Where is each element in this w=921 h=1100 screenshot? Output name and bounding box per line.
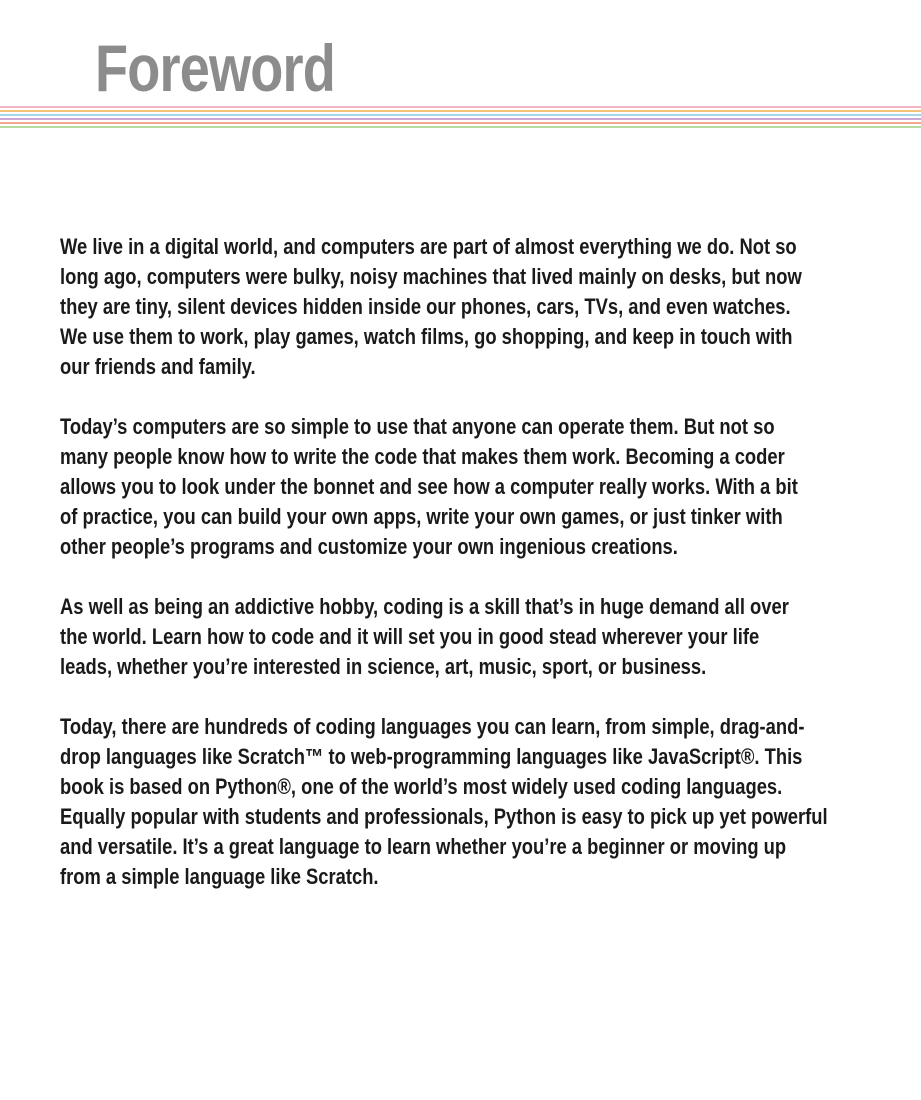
- text-line: Equally popular with students and professionals, Python is easy to pick up yet powerful: [60, 804, 828, 829]
- text-line: they are tiny, silent devices hidden inside our phones, cars, TVs, and even watches.: [60, 294, 791, 319]
- text-line: of practice, you can build your own apps, write your own games, or just tinker with: [60, 504, 783, 529]
- text-line: leads, whether you’re interested in science, art, music, sport, or business.: [60, 654, 707, 679]
- text-line: Today, there are hundreds of coding languages you can learn, from simple, drag-and-: [60, 714, 805, 739]
- text-line: many people know how to write the code that makes them work. Becoming a coder: [60, 444, 785, 469]
- page-title: Foreword: [95, 31, 336, 105]
- text-line: book is based on Python®, one of the world’s most widely used coding languages.: [60, 774, 783, 799]
- text-line: from a simple language like Scratch.: [60, 864, 379, 889]
- text-line: allows you to look under the bonnet and see how a computer really works. With a bit: [60, 474, 798, 499]
- paragraph: [60, 592, 921, 682]
- paragraph: [60, 412, 921, 562]
- stripe-line: [0, 106, 921, 108]
- text-line: As well as being an addictive hobby, coding is a skill that’s in huge demand all over: [60, 594, 789, 619]
- text-line: and versatile. It’s a great language to learn whether you’re a beginner or moving up: [60, 834, 787, 859]
- stripe-line: [0, 110, 921, 112]
- text-line: the world. Learn how to code and it will set you in good stead wherever your life: [60, 624, 760, 649]
- paragraph: [60, 712, 921, 892]
- stripe-line: [0, 118, 921, 120]
- text-line: We use them to work, play games, watch films, go shopping, and keep in touch with: [60, 324, 793, 349]
- paragraph: [60, 232, 921, 382]
- stripe-line: [0, 114, 921, 116]
- text-line: our friends and family.: [60, 354, 256, 379]
- text-line: long ago, computers were bulky, noisy machines that lived mainly on desks, but now: [60, 264, 802, 289]
- text-line: other people’s programs and customize your own ingenious creations.: [60, 534, 678, 559]
- stripe-line: [0, 122, 921, 124]
- text-line: We live in a digital world, and computers are part of almost everything we do. Not so: [60, 234, 797, 259]
- stripe-line: [0, 126, 921, 128]
- text-line: Today’s computers are so simple to use that anyone can operate them. But not so: [60, 414, 775, 439]
- foreword-body: [60, 232, 921, 922]
- text-line: drop languages like Scratch™ to web-programming languages like JavaScript®. This: [60, 744, 803, 769]
- decorative-stripes: [0, 106, 921, 130]
